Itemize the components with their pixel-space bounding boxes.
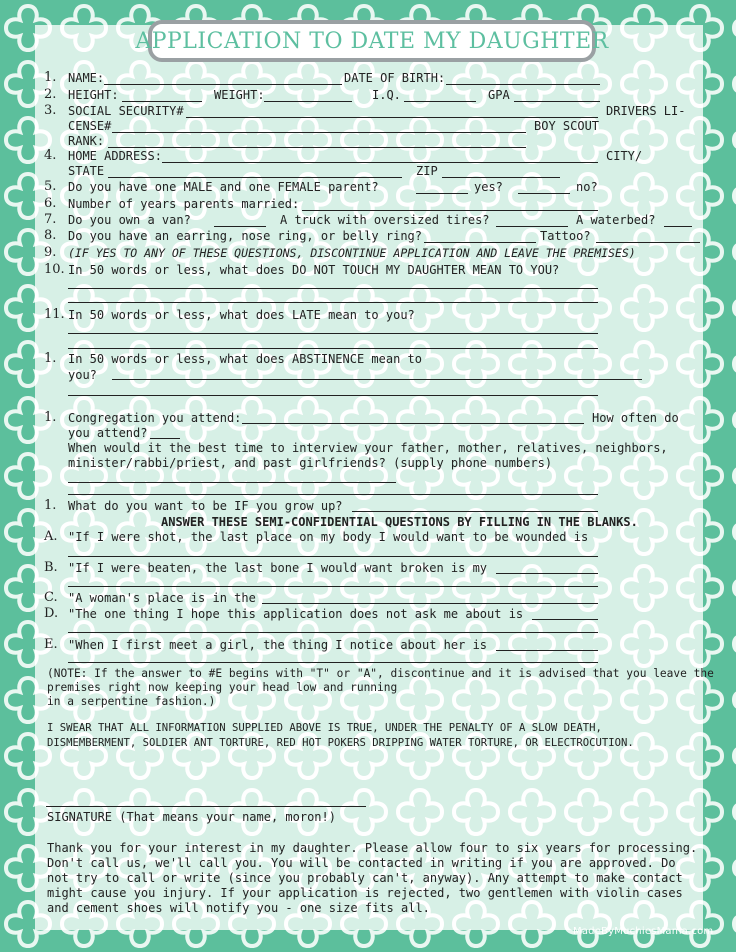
q13-number: 1. <box>44 410 57 425</box>
note-line-3: in a serpentine fashion.) <box>47 695 216 708</box>
qd-letter: D. <box>44 606 59 621</box>
qe-text: "When I first meet a girl, the thing I notice about her is <box>68 638 488 652</box>
q8-number: 8. <box>44 228 57 243</box>
q11-answer-line-1[interactable] <box>68 333 598 334</box>
interview-text-1: When would it the best time to interview your father, mother, relatives, neighbors, <box>68 441 668 455</box>
closing-line-3: not try to call or write (since you probably can't, anyway). Any attempt to make contact <box>47 871 683 885</box>
piercing-field[interactable] <box>424 242 536 243</box>
qd-answer-line-2[interactable] <box>68 632 598 633</box>
closing-line-2: Don't call us, we'll call you. You will be contacted in writing if you are approved. Do <box>47 856 676 870</box>
ssn-label: SOCIAL SECURITY# <box>68 104 184 118</box>
q11-number: 11. <box>44 307 65 322</box>
name-label: NAME: <box>68 71 105 85</box>
iq-field[interactable] <box>404 101 476 102</box>
swear-line-2: DISMEMBERMENT, SOLDIER ANT TORTURE, RED HOT POKERS DRIPPING WATER TORTURE, OR ELECTROCUTION. <box>47 737 634 749</box>
page-title: APPLICATION TO DATE MY DAUGHTER <box>135 28 609 54</box>
tattoo-label: Tattoo? <box>540 229 591 243</box>
truck-field[interactable] <box>496 226 568 227</box>
q8-text: Do you have an earring, nose ring, or belly ring? <box>68 229 423 243</box>
gpa-label: GPA <box>488 88 510 102</box>
q6-number: 6. <box>44 196 57 211</box>
rank-field[interactable] <box>108 147 526 148</box>
tattoo-field[interactable] <box>596 242 700 243</box>
q2-number: 2. <box>44 87 57 102</box>
q1-number: 1. <box>44 70 57 85</box>
q12-answer-line-2[interactable] <box>68 395 598 396</box>
q7-number: 7. <box>44 212 57 227</box>
qb-text: "If I were beaten, the last bone I would want broken is my <box>68 561 488 575</box>
truck-label: A truck with oversized tires? <box>280 213 490 227</box>
q11-text: In 50 words or less, what does LATE mean to you? <box>68 308 415 322</box>
note-line-2: premises right now keeping your head low and running <box>47 681 398 694</box>
section-heading: ANSWER THESE SEMI-CONFIDENTIAL QUESTIONS BY FILLING IN THE BLANKS. <box>161 515 638 529</box>
state-field[interactable] <box>108 177 402 178</box>
state-label: STATE <box>68 164 105 178</box>
q12-number: 1. <box>44 351 57 366</box>
note-line-1: (NOTE: If the answer to #E begins with "T" or "A", discontinue and it is advised that you leave the <box>47 667 714 680</box>
parents-field[interactable] <box>416 193 468 194</box>
q9-text: (IF YES TO ANY OF THESE QUESTIONS, DISCONTINUE APPLICATION AND LEAVE THE PREMISES) <box>68 246 636 260</box>
height-field[interactable] <box>122 101 202 102</box>
waterbed-field[interactable] <box>664 226 692 227</box>
qb-letter: B. <box>44 560 58 575</box>
q12-text: In 50 words or less, what does ABSTINENCE mean to <box>68 352 423 366</box>
rank-label: RANK: <box>68 134 105 148</box>
interview-text-2: minister/rabbi/priest, and past girlfriends? (supply phone numbers) <box>68 456 553 470</box>
boy-scout-label: BOY SCOUT <box>534 119 600 133</box>
zip-field[interactable] <box>442 177 560 178</box>
interview-answer-line-2[interactable] <box>68 494 598 495</box>
yes-label: yes? <box>474 180 503 194</box>
q10-answer-line-2[interactable] <box>68 302 598 303</box>
iq-label: I.Q. <box>372 88 401 102</box>
weight-field[interactable] <box>264 101 352 102</box>
name-field[interactable] <box>104 84 342 85</box>
qe-answer-line-2[interactable] <box>68 662 598 663</box>
qe-answer-field[interactable] <box>496 650 598 651</box>
closing-line-4: might cause you injury. If your application is rejected, two gentlemen with violin cases <box>47 886 683 900</box>
drivers-license-label: DRIVERS LI- <box>606 104 686 118</box>
license-label: CENSE# <box>68 119 112 133</box>
attend-field[interactable] <box>150 438 180 439</box>
city-label: CITY/ <box>606 149 643 163</box>
q5-number: 5. <box>44 179 57 194</box>
interview-answer-line-1[interactable] <box>68 482 396 483</box>
qd-answer-field[interactable] <box>532 619 598 620</box>
qa-answer-field[interactable] <box>68 556 598 557</box>
signature-field[interactable] <box>46 806 366 807</box>
qe-letter: E. <box>44 637 58 652</box>
license-field[interactable] <box>112 132 526 133</box>
q10-number: 10. <box>44 262 65 277</box>
q6-text: Number of years parents married: <box>68 197 300 211</box>
qa-text: "If I were shot, the last place on my body I would want to be wounded is <box>68 530 589 544</box>
qc-answer-field[interactable] <box>262 603 598 604</box>
years-married-field[interactable] <box>302 210 598 211</box>
weight-label: WEIGHT: <box>214 88 265 102</box>
waterbed-label: A waterbed? <box>576 213 656 227</box>
closing-line-5: and cement shoes will notify you - one size fits all. <box>47 901 430 915</box>
attend-label: you attend? <box>68 426 148 440</box>
qb-answer-line-2[interactable] <box>68 586 598 587</box>
dob-field[interactable] <box>446 84 600 85</box>
van-label: Do you own a van? <box>68 213 191 227</box>
q10-answer-line-1[interactable] <box>68 288 598 289</box>
home-address-label: HOME ADDRESS: <box>68 149 162 163</box>
yes-field[interactable] <box>518 193 570 194</box>
van-field[interactable] <box>214 226 266 227</box>
credit-watermark: MadeByMuchiesMama.com <box>573 926 714 937</box>
congregation-field[interactable] <box>242 423 584 424</box>
q9-number: 9. <box>44 245 57 260</box>
q14-text: What do you want to be IF you grow up? <box>68 499 343 513</box>
q10-text: In 50 words or less, what does DO NOT TOUCH MY DAUGHTER MEAN TO YOU? <box>68 263 560 277</box>
zip-label: ZIP <box>416 164 438 178</box>
swear-line-1: I SWEAR THAT ALL INFORMATION SUPPLIED ABOVE IS TRUE, UNDER THE PENALTY OF A SLOW DEATH, <box>47 722 602 734</box>
qc-text: "A woman's place is in the <box>68 591 256 605</box>
qb-answer-field[interactable] <box>496 573 598 574</box>
q14-answer-field[interactable] <box>352 511 598 512</box>
qd-text: "The one thing I hope this application does not ask me about is <box>68 607 524 621</box>
dob-label: DATE OF BIRTH: <box>344 71 446 85</box>
qa-letter: A. <box>44 529 58 544</box>
home-address-field[interactable] <box>162 162 598 163</box>
how-often-label: How often do <box>592 411 679 425</box>
congregation-label: Congregation you attend: <box>68 411 242 425</box>
q12-text-2: you? <box>68 368 97 382</box>
q5-text: Do you have one MALE and one FEMALE parent? <box>68 180 379 194</box>
closing-line-1: Thank you for your interest in my daughter. Please allow four to six years for processing. <box>47 841 698 855</box>
signature-label: SIGNATURE (That means your name, moron!) <box>47 810 336 824</box>
q12-answer-line-1[interactable] <box>112 379 642 380</box>
height-label: HEIGHT: <box>68 88 119 102</box>
gpa-field[interactable] <box>514 101 600 102</box>
q4-number: 4. <box>44 148 57 163</box>
q3-number: 3. <box>44 103 57 118</box>
qc-letter: C. <box>44 590 58 605</box>
q14-number: 1. <box>44 498 57 513</box>
no-label: no? <box>576 180 598 194</box>
q11-answer-line-2[interactable] <box>68 348 598 349</box>
